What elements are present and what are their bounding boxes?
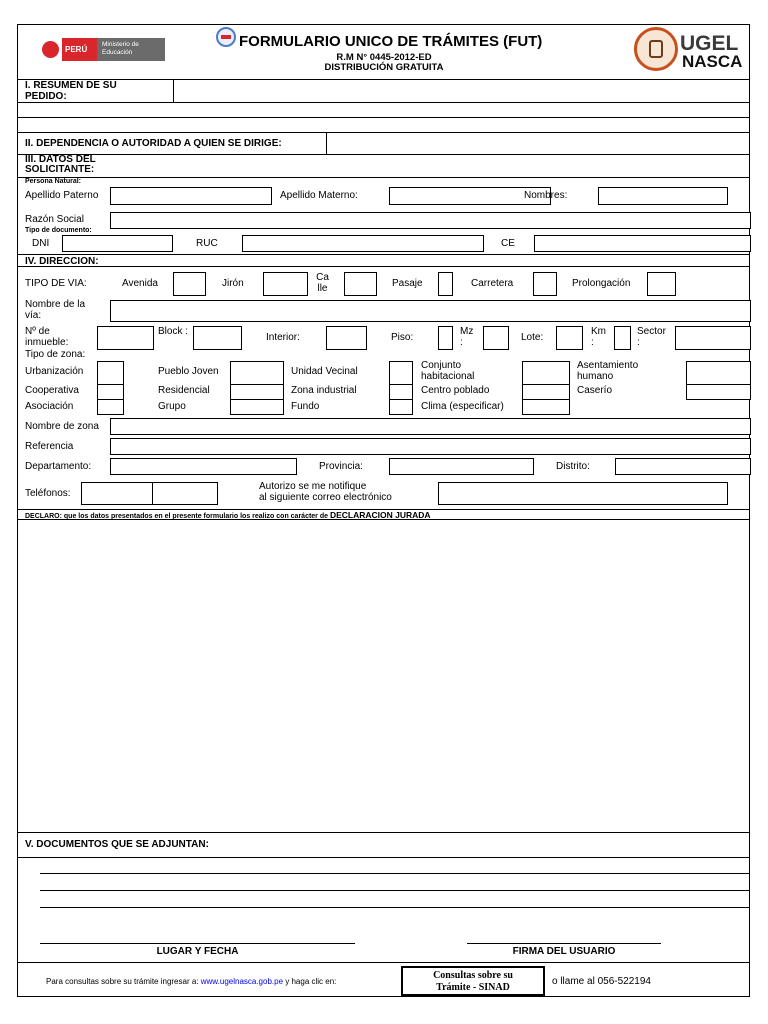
ugel-emblem-icon [634,27,678,71]
sinad-button[interactable] [401,966,545,996]
jiron-label: Jirón [222,278,244,289]
lote-input[interactable] [556,326,583,350]
jiron-checkbox[interactable] [263,272,308,296]
pueblo-joven-label: Pueblo Joven [158,366,219,377]
authorize-line-2: al siguiente correo electrónico [259,492,392,503]
phones-label: Teléfonos: [25,488,71,499]
mz-input[interactable] [483,326,509,350]
section-4-label: IV. DIRECCION: [25,256,99,267]
document-type-label: Tipo de documento: [25,227,92,234]
consult-prefix: Para consultas sobre su trámite ingresar a: [46,977,201,986]
district-label: Distrito: [556,461,590,472]
email-input[interactable] [438,482,728,505]
place-date-line[interactable] [40,943,355,944]
signature-line[interactable] [467,943,661,944]
sector-input[interactable] [675,326,751,350]
section-1-label: I. RESUMEN DE SU PEDIDO: [25,80,117,102]
zone-type-label: Tipo de zona: [25,349,86,360]
asentamiento-humano-checkbox[interactable] [686,361,751,385]
road-name-input[interactable] [110,300,751,322]
ruc-input[interactable] [242,235,484,252]
grupo-label: Grupo [158,401,186,412]
grupo-checkbox[interactable] [230,399,284,415]
road-name-label: Nombre de la vía: [25,299,86,321]
fundo-checkbox[interactable] [389,399,413,415]
resolution-number: R.M N° 0445-2012-ED [336,52,432,63]
ugel-logo-text: UGEL [680,32,739,55]
declaration-prefix: DECLARO: que los datos presentados en el presente formulario los realizo con carácter de [25,513,330,520]
fundo-label: Fundo [291,401,320,412]
request-body-area[interactable] [18,520,749,832]
reference-label: Referencia [25,441,74,452]
documents-line-2[interactable] [40,890,750,891]
carretera-checkbox[interactable] [533,272,557,296]
ministry-label: Ministerio de Educación [102,41,139,56]
province-input[interactable] [389,458,534,475]
caserio-checkbox[interactable] [686,384,751,400]
phone-1-input[interactable] [81,482,153,505]
peru-label: PERÚ [65,45,88,54]
asentamiento-humano-label: Asentamiento humano [577,360,639,382]
department-input[interactable] [110,458,297,475]
residencial-label: Residencial [158,385,210,396]
zona-industrial-checkbox[interactable] [389,384,413,400]
caserio-label: Caserío [577,385,613,396]
pasaje-label: Pasaje [392,278,423,289]
consult-suffix: y haga clic en: [283,977,337,986]
phone-2-input[interactable] [152,482,218,505]
dni-input[interactable] [62,235,173,252]
piso-input[interactable] [438,326,453,350]
pueblo-joven-checkbox[interactable] [230,361,284,385]
sinad-line-1: Consultas sobre su [433,970,513,981]
paternal-surname-input[interactable] [110,187,272,205]
unidad-vecinal-checkbox[interactable] [389,361,413,385]
sector-label: Sector : [637,326,666,348]
authorize-line-1: Autorizo se me notifique [259,481,367,492]
carretera-label: Carretera [471,278,514,289]
unidad-vecinal-label: Unidad Vecinal [291,366,358,377]
avenida-checkbox[interactable] [173,272,206,296]
clima-label: Clima (especificar) [421,401,504,412]
conjunto-habitacional-checkbox[interactable] [522,361,570,385]
form-title: FORMULARIO UNICO DE TRÁMITES (FUT) [239,33,543,50]
ce-input[interactable] [534,235,751,252]
paternal-surname-label: Apellido Paterno [25,190,99,201]
nasca-logo-text: NASCA [682,52,743,71]
maternal-surname-label: Apellido Materno: [280,190,358,201]
dni-label: DNI [32,238,50,249]
documents-line-3[interactable] [40,907,750,908]
km-label: Km : [591,326,606,348]
footer-consult-text [46,977,336,986]
cooperativa-checkbox[interactable] [97,384,124,400]
block-label: Block : [158,326,189,337]
road-type-label: TIPO DE VIA: [25,278,87,289]
business-name-input[interactable] [110,212,751,229]
urbanizacion-label: Urbanización [25,366,84,377]
prolongacion-label: Prolongación [572,278,631,289]
km-input[interactable] [614,326,631,350]
zona-industrial-label: Zona industrial [291,385,357,396]
cooperativa-label: Cooperativa [25,385,79,396]
signature-label: FIRMA DEL USUARIO [512,946,616,957]
lote-label: Lote: [521,332,544,343]
interior-label: Interior: [266,332,300,343]
section-5-label: V. DOCUMENTOS QUE SE ADJUNTAN: [25,839,209,850]
asociacion-checkbox[interactable] [97,399,124,415]
names-label: Nombres: [524,190,568,201]
place-date-label: LUGAR Y FECHA [156,946,239,957]
avenida-label: Avenida [122,278,158,289]
centro-poblado-label: Centro poblado [421,385,490,396]
request-summary-input[interactable] [174,80,749,101]
ruc-label: RUC [196,238,218,249]
footer-phone: o llame al 056-522194 [552,976,651,987]
prolongacion-checkbox[interactable] [647,272,676,296]
authority-input[interactable] [327,133,749,153]
conjunto-habitacional-label: Conjunto habitacional [421,360,475,382]
block-input[interactable] [193,326,242,350]
ce-label: CE [501,238,515,249]
section-2-label: II. DEPENDENCIA O AUTORIDAD A QUIEN SE DIRIGE: [25,138,282,149]
centro-poblado-checkbox[interactable] [522,384,570,400]
interior-input[interactable] [326,326,367,350]
calle-checkbox[interactable] [344,272,377,296]
residencial-checkbox[interactable] [230,384,284,400]
province-label: Provincia: [319,461,363,472]
natural-person-label: Persona Natural: [25,178,82,185]
pasaje-checkbox[interactable] [438,272,453,296]
reference-input[interactable] [110,438,751,455]
property-number-label: Nº de inmueble: [25,326,69,348]
seal-icon [216,27,236,47]
sinad-line-2: Trámite - SINAD [436,982,510,993]
property-number-input[interactable] [97,326,154,350]
section-3-label: III. DATOS DEL SOLICITANTE: [25,154,96,175]
piso-label: Piso: [391,332,414,343]
distribution-note: DISTRIBUCIÓN GRATUITA [324,62,444,73]
documents-line-1[interactable] [40,873,750,874]
declaration-emphasis: DECLARACION JURADA [329,510,431,520]
zone-name-input[interactable] [110,418,751,435]
asociacion-label: Asociación [25,401,74,412]
ugel-website-link[interactable]: www.ugelnasca.gob.pe [200,977,284,986]
department-label: Departamento: [25,461,92,472]
names-input[interactable] [598,187,728,205]
business-name-label: Razón Social [25,214,84,225]
urbanizacion-checkbox[interactable] [97,361,124,385]
clima-input[interactable] [522,399,570,415]
mz-label: Mz : [460,326,474,348]
zone-name-label: Nombre de zona [25,421,99,432]
district-input[interactable] [615,458,751,475]
calle-label: Calle [316,272,329,294]
